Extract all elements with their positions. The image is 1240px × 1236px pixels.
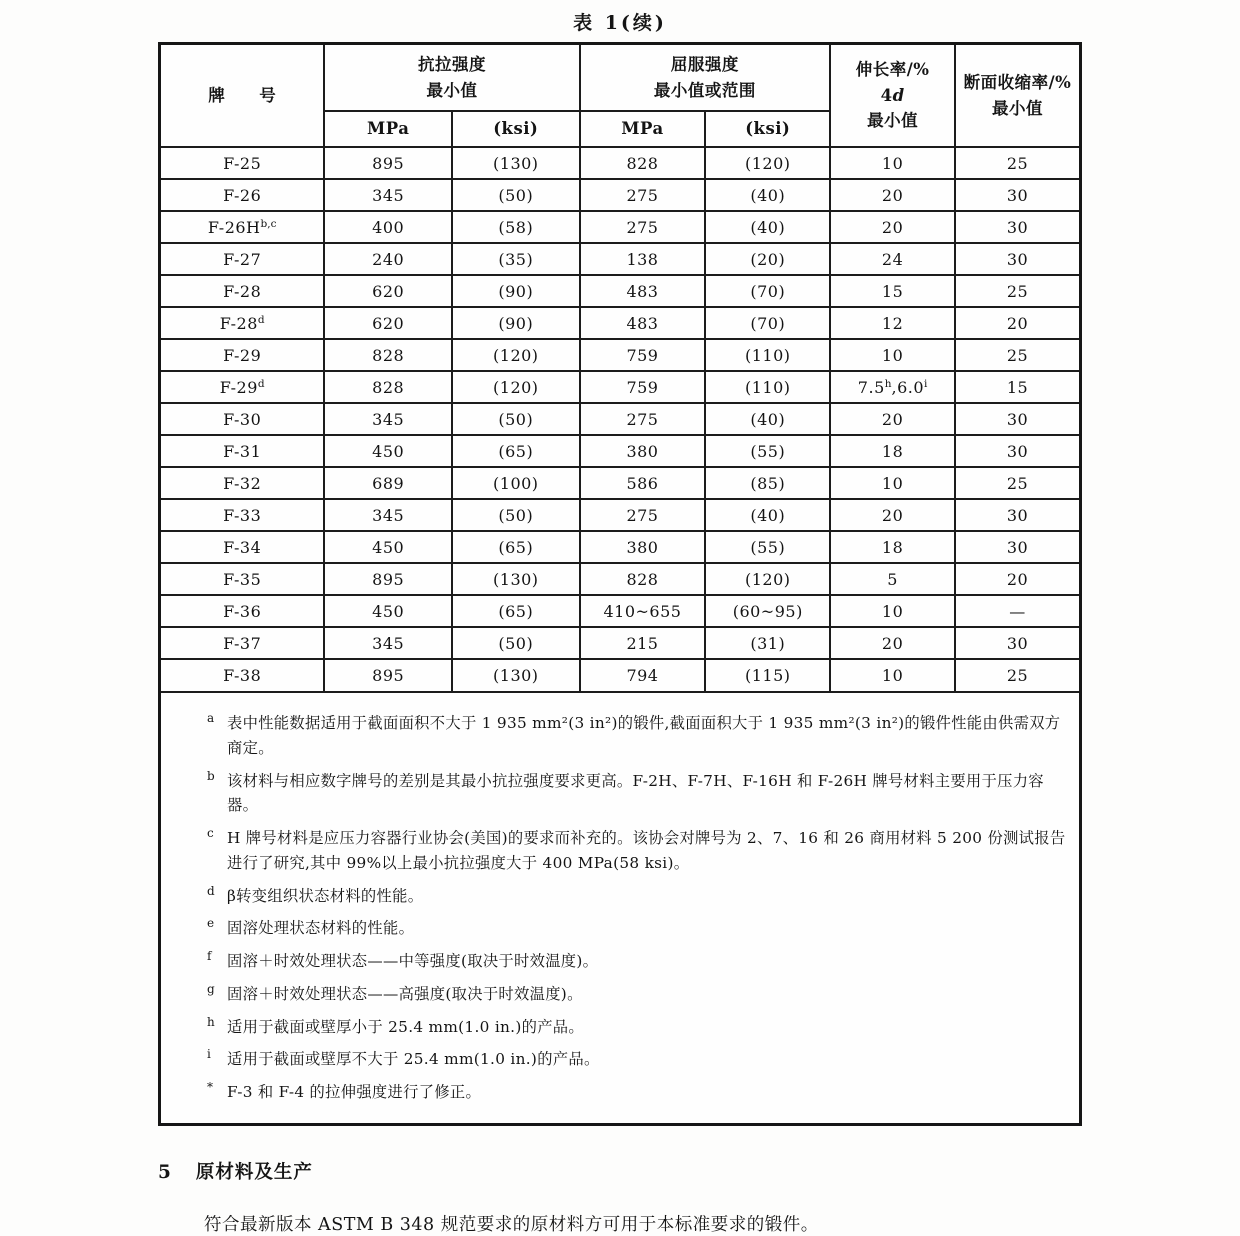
grade-cell: F-29	[161, 339, 324, 371]
value-cell: (110)	[705, 371, 830, 403]
value-cell: 345	[324, 499, 452, 531]
value-cell: (50)	[452, 403, 580, 435]
grade-cell: F-28$^d$	[161, 307, 324, 339]
value-cell: 483	[580, 275, 706, 307]
value-cell: 215	[580, 627, 706, 659]
value-cell: (65)	[452, 435, 580, 467]
value-cell: (110)	[705, 339, 830, 371]
footnote	[207, 980, 1069, 1007]
value-cell: —	[955, 595, 1079, 627]
table-row	[161, 403, 1079, 435]
footnote-marker: e	[207, 916, 215, 931]
table-frame	[158, 42, 1082, 1126]
value-cell: 689	[324, 467, 452, 499]
value-cell: 895	[324, 563, 452, 595]
value-cell: 410~655	[580, 595, 706, 627]
header-tensile-ksi: (ksi)	[452, 111, 580, 147]
grade-cell: F-37	[161, 627, 324, 659]
value-cell: 10	[830, 659, 955, 691]
value-cell: 10	[830, 467, 955, 499]
table-grid	[161, 45, 1079, 693]
footnote-text: F-3 和 F-4 的拉伸强度进行了修正。	[227, 1083, 482, 1102]
value-cell: 138	[580, 243, 706, 275]
value-cell: 20	[955, 307, 1079, 339]
section-5	[158, 1158, 1082, 1236]
value-cell: 15	[955, 371, 1079, 403]
grade-cell: F-38	[161, 659, 324, 691]
value-cell: 450	[324, 595, 452, 627]
footnote-text: 固溶处理状态材料的性能。	[227, 919, 415, 938]
value-cell: 30	[955, 531, 1079, 563]
value-cell: 895	[324, 147, 452, 179]
table-row	[161, 371, 1079, 403]
value-cell: 30	[955, 243, 1079, 275]
grade-cell: F-32	[161, 467, 324, 499]
table-row	[161, 435, 1079, 467]
value-cell: (130)	[452, 563, 580, 595]
footnote	[207, 1013, 1069, 1040]
value-cell: 20	[830, 211, 955, 243]
header-elongation	[830, 45, 955, 147]
header-tensile-line2: 最小值	[426, 80, 478, 100]
value-cell: (40)	[705, 179, 830, 211]
footnote	[207, 709, 1069, 761]
footnote-text: 固溶＋时效处理状态——中等强度(取决于时效温度)。	[227, 952, 599, 971]
value-cell: 18	[830, 435, 955, 467]
table-row	[161, 339, 1079, 371]
grade-cell: F-35	[161, 563, 324, 595]
footnote	[207, 1045, 1069, 1072]
value-cell: (50)	[452, 499, 580, 531]
value-cell: (20)	[705, 243, 830, 275]
value-cell: 275	[580, 499, 706, 531]
value-cell: (70)	[705, 307, 830, 339]
header-reduction-line1: 断面收缩率/%	[963, 72, 1072, 92]
value-cell: 12	[830, 307, 955, 339]
value-cell: (90)	[452, 275, 580, 307]
grade-cell: F-28	[161, 275, 324, 307]
value-cell: 828	[580, 147, 706, 179]
value-cell: 483	[580, 307, 706, 339]
table-row	[161, 595, 1079, 627]
value-cell: (50)	[452, 179, 580, 211]
value-cell: 586	[580, 467, 706, 499]
table-row	[161, 659, 1079, 691]
value-cell: 20	[830, 179, 955, 211]
table-body	[161, 147, 1079, 691]
section-heading	[158, 1158, 1082, 1184]
value-cell: 895	[324, 659, 452, 691]
grade-cell: F-36	[161, 595, 324, 627]
value-cell: 275	[580, 211, 706, 243]
table-row	[161, 211, 1079, 243]
footnote	[207, 824, 1069, 876]
footnote-text: 表中性能数据适用于截面面积不大于 1 935 mm²(3 in²)的锻件,截面面积大于 1 935 mm²(3 in²)的锻件性能由供需双方商定。	[227, 714, 1061, 757]
footnote	[207, 882, 1069, 909]
value-cell: 828	[324, 339, 452, 371]
value-cell: (40)	[705, 499, 830, 531]
value-cell: (115)	[705, 659, 830, 691]
header-tensile-mpa: MPa	[324, 111, 452, 147]
value-cell: 450	[324, 531, 452, 563]
value-cell: 345	[324, 403, 452, 435]
value-cell: 30	[955, 435, 1079, 467]
footnote-marker: c	[207, 826, 215, 841]
value-cell: (70)	[705, 275, 830, 307]
table-row	[161, 627, 1079, 659]
grade-cell: F-26	[161, 179, 324, 211]
header-reduction-line2: 最小值	[992, 98, 1044, 118]
value-cell: (130)	[452, 147, 580, 179]
value-cell: 30	[955, 211, 1079, 243]
footnote-marker: f	[207, 949, 212, 964]
footnote	[207, 914, 1069, 941]
value-cell: 25	[955, 659, 1079, 691]
table-header	[161, 45, 1079, 147]
value-cell: 20	[955, 563, 1079, 595]
footnote-marker: *	[207, 1080, 214, 1095]
value-cell: 20	[830, 499, 955, 531]
value-cell: 25	[955, 147, 1079, 179]
value-cell: (50)	[452, 627, 580, 659]
value-cell: 30	[955, 627, 1079, 659]
footnote-text: 固溶＋时效处理状态——高强度(取决于时效温度)。	[227, 984, 583, 1003]
value-cell: (40)	[705, 211, 830, 243]
spec-table	[161, 45, 1079, 691]
value-cell: (120)	[705, 147, 830, 179]
header-elongation-line3: 最小值	[867, 111, 919, 131]
value-cell: 828	[324, 371, 452, 403]
value-cell: (60~95)	[705, 595, 830, 627]
value-cell: (31)	[705, 627, 830, 659]
value-cell: 20	[830, 403, 955, 435]
value-cell: 380	[580, 531, 706, 563]
header-yield-ksi: (ksi)	[705, 111, 830, 147]
grade-cell: F-34	[161, 531, 324, 563]
value-cell: (120)	[452, 371, 580, 403]
footnote-marker: b	[207, 768, 215, 783]
header-yield-mpa: MPa	[580, 111, 706, 147]
table-row	[161, 467, 1079, 499]
value-cell: (90)	[452, 307, 580, 339]
value-cell: (58)	[452, 211, 580, 243]
value-cell: 25	[955, 467, 1079, 499]
footnote-text: H 牌号材料是应压力容器行业协会(美国)的要求而补充的。该协会对牌号为 2、7、16 和 26 商用材料 5 200 份测试报告进行了研究,其中 99%以上最小抗拉强度大于 400 MPa(58 ksi)。	[227, 829, 1066, 872]
value-cell: 25	[955, 275, 1079, 307]
grade-cell: F-25	[161, 147, 324, 179]
grade-cell: $F-26H^{b,c}$	[161, 211, 324, 243]
value-cell: (100)	[452, 467, 580, 499]
header-tensile	[324, 45, 579, 111]
table-row	[161, 531, 1079, 563]
value-cell: 240	[324, 243, 452, 275]
value-cell: 275	[580, 179, 706, 211]
section-title: 原材料及生产	[195, 1161, 313, 1183]
footnote	[207, 767, 1069, 819]
table-title: 表 1(续)	[573, 12, 667, 34]
footnote-marker: h	[207, 1014, 216, 1029]
footnote-text: 适用于截面或壁厚小于 25.4 mm(1.0 in.)的产品。	[227, 1017, 584, 1036]
footnote-marker: a	[207, 711, 215, 725]
value-cell: 7.5$^h$,6.0$^i$	[830, 371, 955, 403]
value-cell: 30	[955, 179, 1079, 211]
value-cell: 345	[324, 627, 452, 659]
value-cell: (130)	[452, 659, 580, 691]
value-cell: 30	[955, 403, 1079, 435]
section-number: 5	[158, 1161, 172, 1183]
value-cell: 10	[830, 339, 955, 371]
value-cell: 345	[324, 179, 452, 211]
value-cell: 275	[580, 403, 706, 435]
value-cell: 18	[830, 531, 955, 563]
grade-cell: F-31	[161, 435, 324, 467]
value-cell: 828	[580, 563, 706, 595]
value-cell: 24	[830, 243, 955, 275]
value-cell: 620	[324, 307, 452, 339]
value-cell: (55)	[705, 435, 830, 467]
value-cell: 10	[830, 595, 955, 627]
footnote-marker: g	[207, 981, 215, 996]
header-reduction	[955, 45, 1079, 147]
value-cell: (65)	[452, 531, 580, 563]
grade-cell: F-30	[161, 403, 324, 435]
value-cell: 794	[580, 659, 706, 691]
value-cell: 5	[830, 563, 955, 595]
footnote-text: 该材料与相应数字牌号的差别是其最小抗拉强度要求更高。F-2H、F-7H、F-16H 和 F-26H 牌号材料主要用于压力容器。	[227, 771, 1044, 815]
footnote-marker: d	[207, 883, 215, 898]
value-cell: 400	[324, 211, 452, 243]
value-cell: (55)	[705, 531, 830, 563]
section-body: 符合最新版本 ASTM B 348 规范要求的原材料方可用于本标准要求的锻件。	[204, 1214, 819, 1235]
header-elongation-line2: 4d	[880, 85, 905, 105]
header-elongation-line1: 伸长率/%	[855, 60, 930, 80]
header-grade: 牌 号	[161, 45, 324, 147]
header-tensile-line1: 抗拉强度	[417, 54, 486, 74]
footnote-marker: i	[207, 1047, 212, 1062]
grade-cell: F-29$^d$	[161, 371, 324, 403]
value-cell: (35)	[452, 243, 580, 275]
table-row	[161, 179, 1079, 211]
footnotes	[161, 693, 1079, 1123]
footnote-text: 适用于截面或壁厚不大于 25.4 mm(1.0 in.)的产品。	[227, 1050, 600, 1069]
footnote	[207, 947, 1069, 974]
header-yield-line1: 屈服强度	[670, 54, 739, 74]
value-cell: 380	[580, 435, 706, 467]
value-cell: 620	[324, 275, 452, 307]
value-cell: (65)	[452, 595, 580, 627]
table-row	[161, 563, 1079, 595]
grade-cell: F-33	[161, 499, 324, 531]
value-cell: 15	[830, 275, 955, 307]
table-row	[161, 275, 1079, 307]
value-cell: (85)	[705, 467, 830, 499]
header-yield	[580, 45, 831, 111]
table-row	[161, 243, 1079, 275]
value-cell: (120)	[705, 563, 830, 595]
table-row	[161, 307, 1079, 339]
value-cell: 450	[324, 435, 452, 467]
value-cell: (120)	[452, 339, 580, 371]
value-cell: 30	[955, 499, 1079, 531]
grade-cell: F-27	[161, 243, 324, 275]
table-row	[161, 147, 1079, 179]
header-yield-line2: 最小值或范围	[653, 80, 756, 100]
value-cell: 759	[580, 371, 706, 403]
value-cell: 20	[830, 627, 955, 659]
value-cell: (40)	[705, 403, 830, 435]
footnote	[207, 1078, 1069, 1105]
value-cell: 759	[580, 339, 706, 371]
footnote-text: β转变组织状态材料的性能。	[227, 886, 424, 905]
value-cell: 10	[830, 147, 955, 179]
table-row	[161, 499, 1079, 531]
document-page	[158, 0, 1082, 1236]
value-cell: 25	[955, 339, 1079, 371]
